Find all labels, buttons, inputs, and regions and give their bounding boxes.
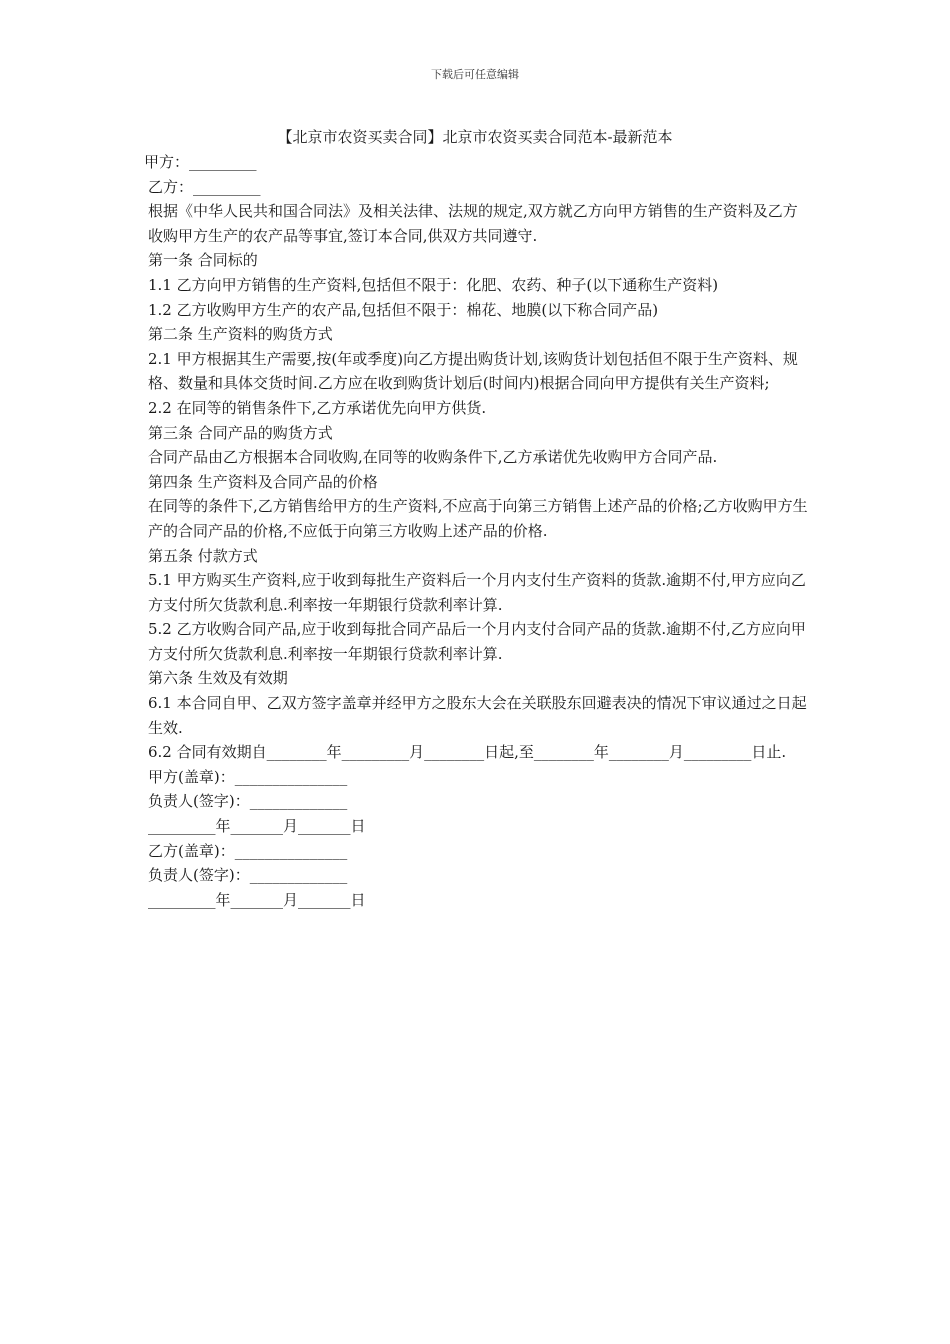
article-heading: 第一条 合同标的 (148, 251, 258, 270)
clause: 合同产品由乙方根据本合同收购,在同等的收购条件下,乙方承诺优先收购甲方合同产品. (148, 448, 718, 467)
clause: 在同等的条件下,乙方销售给甲方的生产资料,不应高于向第三方销售上述产品的价格;乙方收购甲方生产的合同产品的价格,不应低于向第三方收购上述产品的价格. (148, 497, 808, 540)
clause: 5.1 甲方购买生产资料,应于收到每批生产资料后一个月内支付生产资料的货款.逾期不付,甲方应向乙方支付所欠货款利息.利率按一年期银行贷款利率计算. (148, 571, 806, 614)
date-line: _________年_______月_______日 (148, 817, 366, 836)
signature-line: 甲方(盖章)：_______________ (148, 767, 348, 786)
clause: 2.2 在同等的销售条件下,乙方承诺优先向甲方供货. (148, 398, 487, 417)
article-heading: 第五条 付款方式 (148, 546, 258, 565)
clause: 1.2 乙方收购甲方生产的农产品,包括但不限于：棉花、地膜(以下称合同产品) (148, 300, 659, 319)
clause: 1.1 乙方向甲方销售的生产资料,包括但不限于：化肥、农药、种子(以下通称生产资料) (148, 275, 719, 294)
article-heading: 第三条 合同产品的购货方式 (148, 423, 333, 442)
preamble: 根据《中华人民共和国合同法》及相关法律、法规的规定,双方就乙方向甲方销售的生产资料及乙方收购甲方生产的农产品等事宜,签订本合同,供双方共同遵守. (148, 202, 798, 245)
article-heading: 第二条 生产资料的购货方式 (148, 325, 333, 344)
clause: 5.2 乙方收购合同产品,应于收到每批合同产品后一个月内支付合同产品的货款.逾期不付,乙方应向甲方支付所欠货款利息.利率按一年期银行贷款利率计算. (148, 620, 806, 663)
signature-line: 乙方(盖章)：_______________ (148, 841, 348, 860)
date-line: _________年_______月_______日 (148, 890, 366, 909)
article-heading: 第四条 生产资料及合同产品的价格 (148, 472, 378, 491)
clause: 6.1 本合同自甲、乙双方签字盖章并经甲方之股东大会在关联股东回避表决的情况下审议通过之日起生效. (148, 694, 807, 737)
document-body (144, 150, 808, 912)
signature-line: 负责人(签字)：_____________ (148, 866, 348, 885)
page-header: 下载后可任意编辑 (431, 68, 519, 81)
party-b-line: 乙方：_________ (148, 177, 261, 196)
document-title: 【北京市农资买卖合同】北京市农资买卖合同范本-最新范本 (277, 128, 673, 146)
party-a-line: 甲方：_________ (144, 153, 257, 171)
article-heading: 第六条 生效及有效期 (148, 669, 288, 688)
clause: 6.2 合同有效期自________年_________月________日起,至________年________月_________日止. (148, 743, 787, 762)
signature-line: 负责人(签字)：_____________ (148, 792, 348, 811)
clause: 2.1 甲方根据其生产需要,按(年或季度)向乙方提出购货计划,该购货计划包括但不限于生产资料、规格、数量和具体交货时间.乙方应在收到购货计划后(时间内)根据合同向甲方提供有关生产资料; (148, 349, 798, 393)
